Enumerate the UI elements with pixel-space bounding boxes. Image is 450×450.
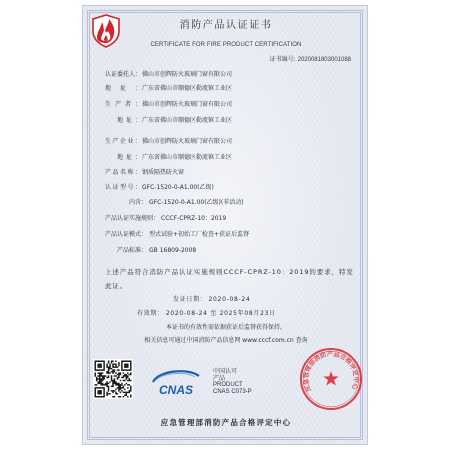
issue-date-row xyxy=(173,296,250,304)
cnas-line-code: CNAS C073-P xyxy=(213,389,252,395)
field-value: 广东省佛山市顺德区勒流镇工业区 xyxy=(142,85,233,92)
field-row-client-address xyxy=(105,85,232,93)
field-row-manufacturer xyxy=(105,138,232,146)
certificate-number-label: 证书编号: xyxy=(269,56,296,63)
field-row-model xyxy=(105,184,214,192)
field-value: 型式试验+初始工厂检查+获证后监督 xyxy=(149,231,250,238)
field-row-certification-mode xyxy=(105,231,249,239)
seal-text: 应急管理部消防产品合格评定中心 xyxy=(302,350,360,393)
field-label: 认证型号： xyxy=(105,184,141,191)
field-row-producer-address xyxy=(117,117,232,125)
field-row-client xyxy=(105,71,232,79)
cnas-line-cn: 中国认可 xyxy=(213,368,238,375)
field-row-product-name xyxy=(105,169,184,177)
field-label: 产品名称： xyxy=(105,169,141,176)
field-label: 产品标准： xyxy=(117,247,148,254)
qr-code-icon xyxy=(93,359,133,399)
cnas-line-product-en: PRODUCT xyxy=(213,382,243,388)
field-value: 佛山市创辉防火玻璃门窗有限公司 xyxy=(142,71,233,78)
field-value: 广东省佛山市顺德区勒流镇工业区 xyxy=(142,154,233,161)
field-row-manufacturer-address xyxy=(117,154,232,162)
field-row-includes xyxy=(129,199,244,207)
field-label: 认证委托人： xyxy=(105,71,142,78)
field-label: 产品认证实施规则： xyxy=(105,215,160,222)
validity-row xyxy=(137,310,276,318)
certification-statement: 上述产品符合消防产品认证实施规则CCCF-CPRZ-10：2019的要求，特发此证。 xyxy=(105,268,354,290)
field-label: 地址： xyxy=(117,117,141,124)
official-seal-icon xyxy=(299,347,363,411)
field-row-product-standard xyxy=(117,247,196,255)
issue-date-value: 2020-08-24 xyxy=(208,296,251,303)
field-value: GFC-1520-0-A1.00(乙级)(非活动) xyxy=(149,199,244,206)
validity-value: 2020-08-24 至 2025年08月23日 xyxy=(165,310,276,317)
field-value: 佛山市创辉防火玻璃门窗有限公司 xyxy=(142,138,233,145)
cnas-line-product-cn: 产品 xyxy=(213,375,226,382)
issuing-authority: 应急管理部消防产品合格评定中心 xyxy=(160,418,292,427)
validity-label: 有效期： xyxy=(137,310,164,317)
field-value: 钢质隔热防火窗 xyxy=(142,169,185,176)
field-row-implementation-rule xyxy=(105,215,226,223)
field-value: GB 16809-2008 xyxy=(149,247,197,254)
cnas-accreditation-text xyxy=(213,368,252,396)
certificate-number-value: 2020081803001088 xyxy=(297,57,351,63)
field-label: 地址： xyxy=(117,154,141,161)
field-label: 内含： xyxy=(129,199,148,206)
validity-note: 本证书的有效性需依据获证后监督获得保持。 xyxy=(165,324,286,331)
field-value: 佛山市创辉防火玻璃门窗有限公司 xyxy=(142,101,233,108)
field-label: 生产者： xyxy=(105,101,141,108)
query-note: 相关信息可通过中国消防产品信息网 www.cccf.com.cn 查询 xyxy=(144,337,308,344)
certificate-number xyxy=(270,56,351,64)
field-value: GFC-1520-0-A1.00(乙级) xyxy=(142,184,214,191)
field-value: CCCF-CPRZ-10：2019 xyxy=(161,215,227,222)
cnas-logo-icon xyxy=(149,368,203,400)
issue-date-label: 发证日期： xyxy=(173,296,207,303)
field-label: 地址： xyxy=(105,85,141,92)
certificate xyxy=(82,5,368,445)
cnas-logo-text: CNAS xyxy=(158,383,194,397)
field-value: 广东省佛山市顺德区勒流镇工业区 xyxy=(142,117,233,124)
field-label: 生产企业： xyxy=(105,138,141,145)
certificate-subtitle: CERTIFICATE FOR FIRE PRODUCT CERTIFICATION xyxy=(150,42,302,48)
certificate-title: 消防产品认证证书 xyxy=(179,20,273,31)
seal-star-icon xyxy=(323,371,338,385)
field-label: 产品认证模式： xyxy=(105,231,148,238)
field-row-producer xyxy=(105,101,232,109)
